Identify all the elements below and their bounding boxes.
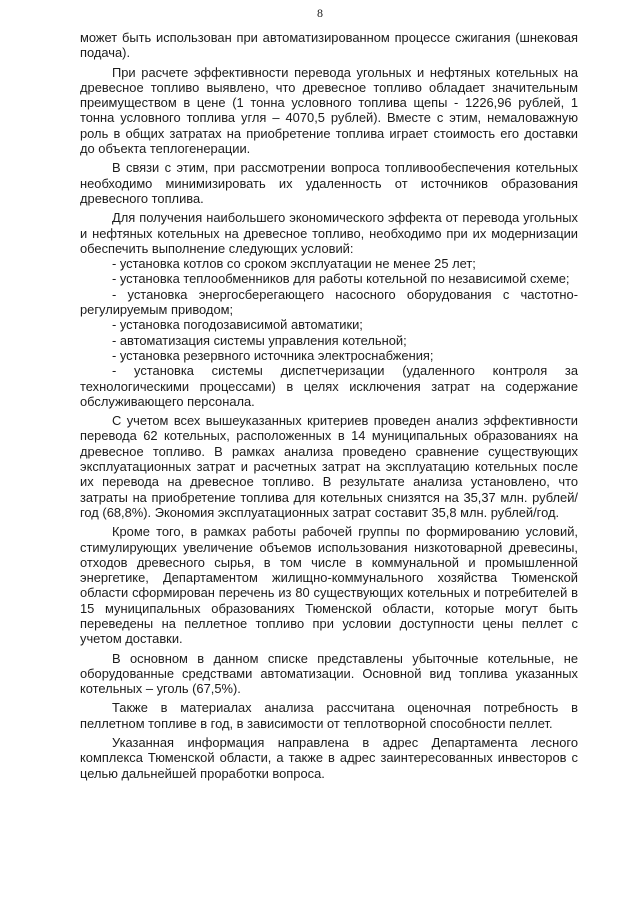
list-item-dispatching: - установка системы диспетчеризации (удаленного контроля за технологическими процессами) в целях исключения затрат на содержание обслуживающего персонала.	[80, 363, 578, 409]
list-item-backup-power: - установка резервного источника электроснабжения;	[112, 347, 434, 363]
paragraph-continuation: может быть использован при автоматизированном процессе сжигания (шнековая подача).	[80, 30, 578, 61]
paragraph-unprofitable-boilers: В основном в данном списке представлены убыточные котельные, не оборудованные средствами автоматизации. Основной вид топлива указанных котельных – уголь (67,5%).	[80, 650, 578, 697]
list-item-boilers: - установка котлов со сроком эксплуатации не менее 25 лет;	[112, 256, 476, 272]
paragraph-analysis-results: С учетом всех вышеуказанных критериев проведен анализ эффективности перевода 62 котельных, расположенных в 14 муниципальных образованиях на древесное топливо. В рамках анализа проведено сравнение существующих эксплуатационных затрат и расчетных затрат на эксплуатацию котельных после их перевода на древесное топливо. В результате анализа установлено, что затраты на приобретение топлива для котельных снизятся на 35,37 млн. рублей/год (68,8%). Экономия эксплуатационных затрат составит 35,8 млн. рублей/год.	[80, 413, 578, 520]
list-item-heat-exchangers: - установка теплообменников для работы котельной по независимой схеме;	[112, 271, 570, 287]
paragraph-supply-distance: В связи с этим, при рассмотрении вопроса топливообеспечения котельных необходимо минимизировать их удаленность от источников образования древесного топлива.	[80, 160, 578, 206]
list-item-weather-automation: - установка погодозависимой автоматики;	[112, 317, 363, 333]
list-item-pumps: - установка энергосберегающего насосного оборудования с частотно-регулируемым приводом;	[80, 286, 578, 318]
paragraph-pellet-demand: Также в материалах анализа рассчитана оценочная потребность в пеллетном топливе в год, в зависимости от теплотворной способности пеллет.	[80, 700, 578, 731]
paragraph-fuel-price-comparison: При расчете эффективности перевода угольных и нефтяных котельных на древесное топливо выявлено, что древесное топливо обладает значительным преимуществом в цене (1 тонна условного топлива щепы - 1226,96 рублей, 1 тонна условного топлива угля – 4070,5 рублей). Вместе с этим, немаловажную роль в общих затратах на приобретение топлива играет стоимость его доставки до объекта теплогенерации.	[80, 64, 578, 157]
list-item-control-automation: - автоматизация системы управления котельной;	[112, 332, 407, 348]
paragraph-conditions-intro: Для получения наибольшего экономического эффекта от перевода угольных и нефтяных котельных на древесное топливо, необходимо при их модернизации обеспечить выполнение следующих условий:	[80, 210, 578, 256]
page-number: 8	[317, 6, 323, 20]
paragraph-pellet-list: Кроме того, в рамках работы рабочей группы по формированию условий, стимулирующих увеличение объемов использования низкотоварной древесины, отходов древесного сырья, в том числе в коммунальной и промышленной энергетике, Департаментом жилищно-коммунального хозяйства Тюменской области сформирован перечень из 80 существующих котельных и потребителей в 15 муниципальных образованиях Тюменской области, которые могут быть переведены на пеллетное топливо при условии доступности цены пеллет с учетом доставки.	[80, 524, 578, 647]
document-body	[80, 30, 578, 781]
paragraph-information-sent: Указанная информация направлена в адрес Департамента лесного комплекса Тюменской области, а также в адрес заинтересованных инвесторов с целью дальнейшей проработки вопроса.	[80, 735, 578, 781]
